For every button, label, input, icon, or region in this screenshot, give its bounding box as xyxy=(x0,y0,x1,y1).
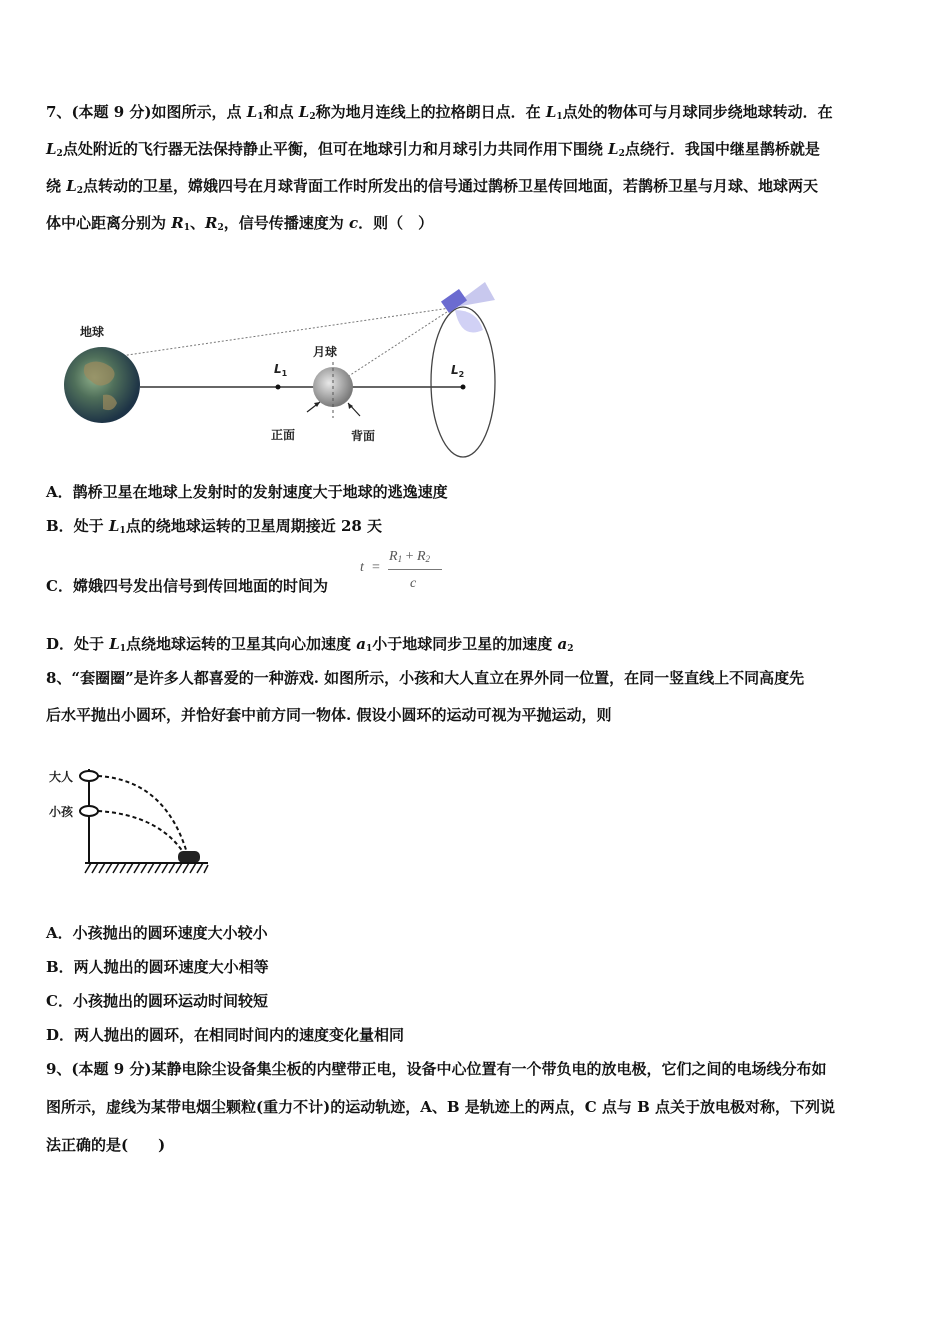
q7-line-4: 体中心距离分别为 $R_1$、$R_2$，信号传播速度为 c．则（ ） xyxy=(46,214,434,233)
time-formula: t = $R_1 + R_2$ c xyxy=(360,548,450,598)
q7-score: (本题 9 分) xyxy=(71,103,152,121)
signal-line-earth xyxy=(107,308,450,358)
L1-point xyxy=(276,385,281,390)
fraction-bar xyxy=(388,569,442,570)
q7-number: 7、 xyxy=(46,103,72,121)
q8-option-a: A．小孩抛出的圆环速度大小较小 xyxy=(46,924,268,942)
q8-option-d: D．两人抛出的圆环，在相同时间内的速度变化量相同 xyxy=(46,1026,405,1044)
q9-line-2: 图所示，虚线为某带电烟尘颗粒(重力不计)的运动轨迹，A、B 是轨迹上的两点，C 点与 B 点关于放电极对称，下列说 xyxy=(46,1098,836,1116)
q9-line-3: 法正确的是( ) xyxy=(46,1136,166,1154)
q7-option-b: B．处于 $L_1$点的绕地球运转的卫星周期接近 28 天 xyxy=(46,517,383,536)
ground-hatching xyxy=(85,863,208,873)
q7-option-a: A．鹊桥卫星在地球上发射时的发射速度大于地球的逃逸速度 xyxy=(46,483,448,501)
back-label: 背面 xyxy=(351,429,376,443)
q8-option-c: C．小孩抛出的圆环运动时间较短 xyxy=(46,992,268,1010)
q9-line-1: 9、(本题 9 分)某静电除尘设备集尘板的内壁带正电，设备中心位置有一个带负电的放电极，它们之间的电场线分布如 xyxy=(46,1060,827,1078)
front-label: 正面 xyxy=(271,428,296,442)
formula-numerator: $R_1 + R_2$ xyxy=(389,549,431,564)
lagrange-figure xyxy=(55,270,505,460)
adult-ring xyxy=(80,771,98,781)
q7-line-1: 7、(本题 9 分)如图所示，点 $L_1$和点 $L_2$称为地月连线上的拉格朗日点．在 $L_1$点处的物体可与月球同步绕地球转动．在 xyxy=(46,103,833,122)
adult-trajectory xyxy=(98,776,187,853)
q8-option-b: B．两人抛出的圆环速度大小相等 xyxy=(46,958,269,976)
child-label: 小孩 xyxy=(49,805,74,819)
q7-option-c: C．嫦娥四号发出信号到传回地面的时间为 xyxy=(46,577,328,595)
earth-label: 地球 xyxy=(80,325,105,339)
child-trajectory xyxy=(98,811,185,855)
q7-line-3: 绕 $L_2$点转动的卫星，嫦娥四号在月球背面工作时所发出的信号通过鹊桥卫星传回地面，若鹊桥卫星与月球、地球两天 xyxy=(46,177,819,196)
q7-option-d: D．处于 $L_1$点绕地球运转的卫星其向心加速度 $a_1$小于地球同步卫星的加速度 $a_2$ xyxy=(46,635,574,654)
target-object xyxy=(178,851,200,863)
moon-label: 月球 xyxy=(313,345,338,359)
child-ring xyxy=(80,806,98,816)
adult-label: 大人 xyxy=(49,770,74,784)
signal-line-moon xyxy=(338,310,450,383)
q8-line-1: 8、“套圈圈”是许多人都喜爱的一种游戏. 如图所示，小孩和大人直立在界外同一位置，在同一竖直线上不同高度先 xyxy=(46,669,805,687)
L1-label: $L_1$ xyxy=(274,362,288,378)
ring-toss-figure xyxy=(45,755,225,885)
q7-line-2: $L_2$点处附近的飞行器无法保持静止平衡，但可在地球引力和月球引力共同作用下围绕 $L_2$点绕行．我国中继星鹊桥就是 xyxy=(46,140,820,159)
L2-label: $L_2$ xyxy=(451,363,465,379)
halo-orbit xyxy=(431,307,495,457)
L2-point xyxy=(461,385,466,390)
q8-line-2: 后水平抛出小圆环，并恰好套中前方同一物体. 假设小圆环的运动可视为平抛运动，则 xyxy=(46,706,612,724)
